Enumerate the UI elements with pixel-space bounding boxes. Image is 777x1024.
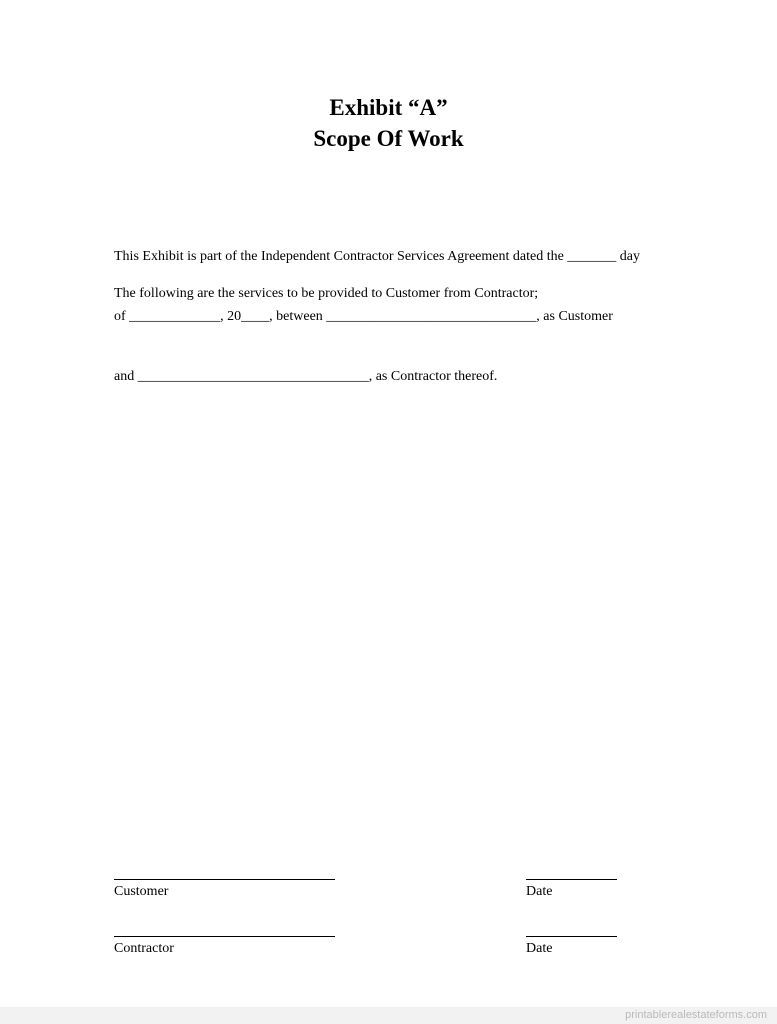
contractor-date-line [526, 936, 617, 937]
contractor-label: Contractor [114, 941, 174, 956]
document-title [0, 92, 777, 154]
contractor-signature-line [114, 936, 335, 937]
title-exhibit: Exhibit “A” [329, 95, 448, 120]
services-paragraph: The following are the services to be provided to Customer from Contractor; [114, 286, 539, 301]
customer-label: Customer [114, 884, 169, 899]
customer-date-line [526, 879, 617, 880]
contractor-date-label: Date [526, 941, 553, 956]
intro-line-1: This Exhibit is part of the Independent Contractor Services Agreement dated the _______ day [114, 249, 641, 264]
intro-line-2: of _____________, 20____, between ______________________________, as Customer [114, 309, 613, 324]
title-scope-of-work: Scope Of Work [313, 126, 464, 151]
intro-paragraph [114, 207, 640, 427]
customer-signature-line [114, 879, 335, 880]
watermark-text: printablerealestateforms.com [625, 1009, 767, 1021]
intro-line-3: and _________________________________, as Contractor thereof. [114, 369, 498, 384]
customer-date-label: Date [526, 884, 553, 899]
